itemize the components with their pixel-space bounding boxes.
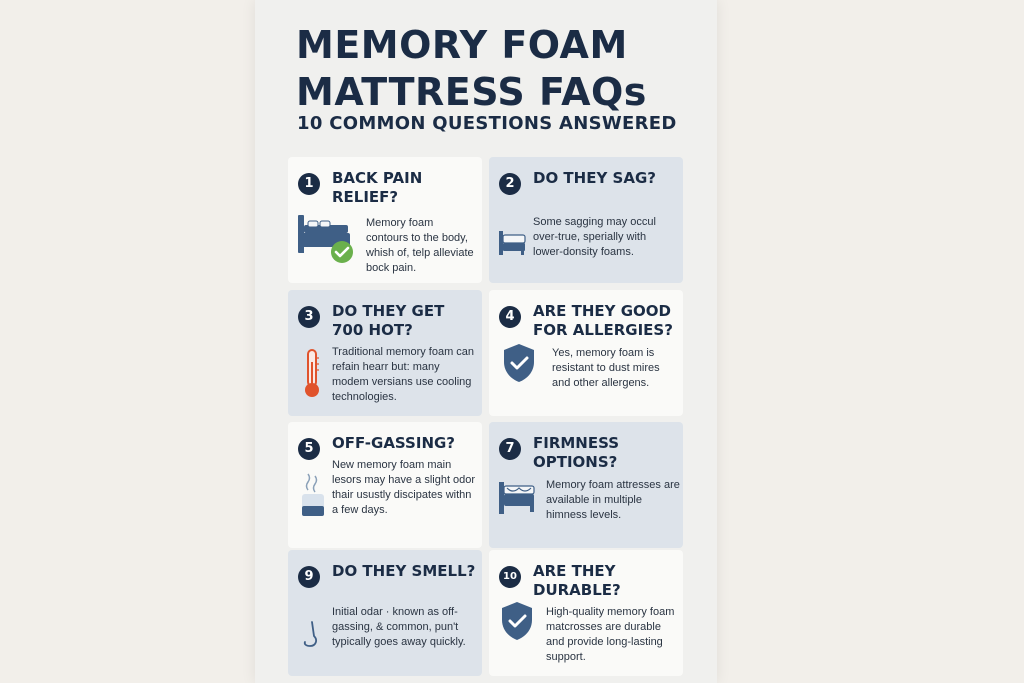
faq-number-badge: 2	[499, 173, 521, 195]
faq-number-badge: 5	[298, 438, 320, 460]
title-line-2: MATTRESS FAQs	[296, 70, 647, 114]
faq-question: OFF-GASSING?	[332, 434, 456, 452]
faq-answer: Some sagging may occul over-true, sperially with lower-donsity foams.	[533, 216, 656, 258]
faq-number-badge: 10	[499, 566, 521, 588]
faq-question: DO THEY SAG?	[533, 169, 656, 187]
faq-number-badge: 1	[298, 173, 320, 195]
faq-card-10	[489, 550, 683, 676]
faq-answer: Memory foam contours to the body, whish of, telp alleviate bock pain.	[366, 217, 474, 274]
faq-card-2	[489, 157, 683, 283]
faq-answer: Initial odar · known as off-gassing, & common, pun't typically goes away quickly.	[332, 606, 466, 648]
faq-card-3	[288, 290, 482, 416]
faq-question: ARE THEY GOOD FOR ALLERGIES?	[533, 302, 673, 339]
faq-question: BACK PAIN RELIEF?	[332, 169, 423, 206]
shield-check-icon	[499, 600, 535, 646]
faq-card-1	[288, 157, 482, 283]
faq-number-badge: 4	[499, 306, 521, 328]
bed-layers-icon	[497, 480, 537, 520]
faq-number-badge: 3	[298, 306, 320, 328]
faq-question: DO THEY GET 700 HOT?	[332, 302, 445, 339]
faq-answer: High-quality memory foam matcrosses are durable and provide long-lasting support.	[546, 606, 675, 663]
nose-icon	[298, 620, 322, 654]
faq-answer: New memory foam main lesors may have a slight odor thair usustly discipates withn a few days.	[332, 459, 476, 516]
faq-question: DO THEY SMELL?	[332, 562, 476, 580]
faq-answer: Memory foam attresses are available in multiple himness levels.	[546, 479, 680, 521]
faq-card-5	[288, 422, 482, 548]
faq-number-badge: 7	[499, 438, 521, 460]
page-subtitle: 10 COMMON QUESTIONS ANSWERED	[297, 113, 677, 134]
faq-answer: Yes, memory foam is resistant to dust mires and other allergens.	[552, 347, 660, 389]
faq-question: ARE THEY DURABLE?	[533, 562, 621, 599]
foam-odor-icon	[300, 472, 326, 524]
faq-card-9	[288, 550, 482, 676]
faq-number-badge: 9	[298, 566, 320, 588]
faq-card-7	[489, 422, 683, 548]
shield-check-icon	[501, 342, 537, 388]
title-line-1: MEMORY FOAM	[296, 23, 628, 67]
faq-question: FIRMNESS OPTIONS?	[533, 434, 620, 471]
mattress-icon	[497, 227, 529, 261]
faq-card-4	[489, 290, 683, 416]
page-title	[296, 22, 696, 116]
bed-check-icon	[296, 215, 360, 271]
faq-poster	[255, 0, 717, 683]
faq-answer: Traditional memory foam can refain hearr but: many modem versians use cooling technologies.	[332, 346, 475, 403]
thermometer-icon	[302, 348, 322, 404]
